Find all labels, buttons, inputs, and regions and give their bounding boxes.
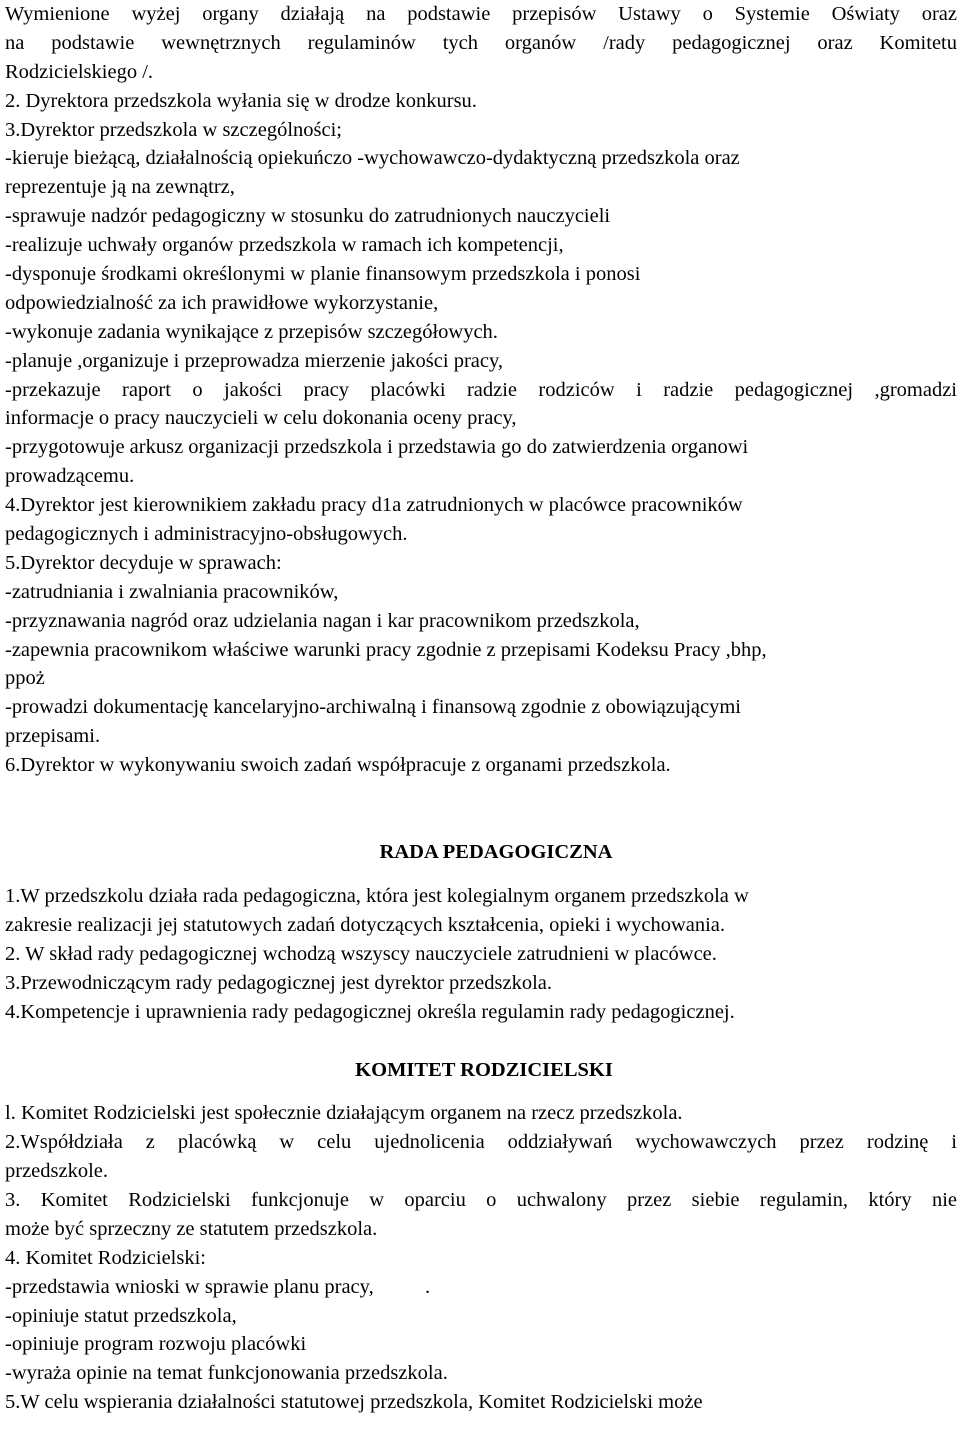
text-line: odpowiedzialność za ich prawidłowe wykorzystanie, [5,291,439,314]
document-page [5,0,957,1417]
text-line: przepisami. [5,725,101,748]
text-line: -opiniuje program rozwoju placówki [5,1333,307,1356]
text-line: ppoż [5,667,45,690]
text-line: 4.Dyrektor jest kierownikiem zakładu pracy d1a zatrudnionych w placówce pracowników [5,494,743,517]
text-line: może być sprzeczny ze statutem przedszkola. [5,1217,378,1240]
text-line: -przekazuje raport o jakości pracy placówki radzie rodziców i radzie pedagogicznej ,gromadzi [5,378,957,401]
text-line: 2.Współdziała z placówką w celu ujednolicenia oddziaływań wychowawczych przez rodzinę i [5,1131,957,1154]
section-organs [5,0,957,780]
text-line: informacje o pracy nauczycieli w celu dokonania oceny pracy, [5,407,517,430]
text-line: Rodzicielskiego /. [5,60,154,83]
text-line: -zapewnia pracownikom właściwe warunki pracy zgodnie z przepisami Kodeksu Pracy ,bhp, [5,638,767,661]
text-line: 5.W celu wspierania działalności statutowej przedszkola, Komitet Rodzicielski może [5,1391,703,1414]
text-line: 2. Dyrektora przedszkola wyłania się w drodze konkursu. [5,89,477,112]
text-line: -zatrudniania i zwalniania pracowników, [5,580,339,603]
text-line: 5.Dyrektor decyduje w sprawach: [5,551,282,574]
text-line: l. Komitet Rodzicielski jest społecznie działającym organem na rzecz przedszkola. [5,1102,683,1125]
text-line: -planuje ,organizuje i przeprowadza mierzenie jakości pracy, [5,349,504,372]
text-line: Wymienione wyżej organy działają na podstawie przepisów Ustawy o Systemie Oświaty oraz [5,3,957,25]
text-line: 6.Dyrektor w wykonywaniu swoich zadań współpracuje z organami przedszkola. [5,754,671,777]
text-line: -wyraża opinie na temat funkcjonowania przedszkola. [5,1362,448,1385]
text-line: 3.Dyrektor przedszkola w szczególności; [5,118,342,141]
text-line: 4. Komitet Rodzicielski: [5,1246,206,1269]
text-line: -przygotowuje arkusz organizacji przedszkola i przedstawia go do zatwierdzenia organowi [5,436,749,459]
text-line: 3.Przewodniczącym rady pedagogicznej jest dyrektor przedszkola. [5,971,553,994]
text-line: -przyznawania nagród oraz udzielania nagan i kar pracownikom przedszkola, [5,609,640,632]
section-heading-komitet: KOMITET RODZICIELSKI [355,1059,613,1082]
section-komitet [5,1099,957,1417]
text-line: 3. Komitet Rodzicielski funkcjonuje w oparciu o uchwalony przez siebie regulamin, który nie [5,1188,957,1211]
text-line: pedagogicznych i administracyjno-obsługowych. [5,523,408,546]
text-line: -dysponuje środkami określonymi w planie finansowym przedszkola i ponosi [5,263,641,286]
section-rada [5,882,957,1026]
text-line: 2. W skład rady pedagogicznej wchodzą wszyscy nauczyciele zatrudnieni w placówce. [5,942,717,965]
text-line: -sprawuje nadzór pedagogiczny w stosunku do zatrudnionych nauczycieli [5,205,611,228]
text-line: -prowadzi dokumentację kancelaryjno-archiwalną i finansową zgodnie z obowiązującymi [5,696,741,719]
text-line: -wykonuje zadania wynikające z przepisów szczegółowych. [5,320,498,343]
text-line: -realizuje uchwały organów przedszkola w ramach ich kompetencji, [5,234,564,257]
section-heading-rada: RADA PEDAGOGICZNA [379,841,613,864]
text-line: przedszkole. [5,1160,109,1183]
text-line: -opiniuje statut przedszkola, [5,1304,237,1327]
text-line: -przedstawia wnioski w sprawie planu pracy, . [5,1275,431,1298]
text-line: prowadzącemu. [5,465,135,488]
text-line: zakresie realizacji jej statutowych zadań dotyczących kształcenia, opieki i wychowania. [5,913,726,936]
text-line: 1.W przedszkolu działa rada pedagogiczna, która jest kolegialnym organem przedszkola w [5,884,749,907]
text-line: 4.Kompetencje i uprawnienia rady pedagogicznej określa regulamin rady pedagogicznej. [5,1000,735,1023]
text-line: na podstawie wewnętrznych regulaminów tych organów /rady pedagogicznej oraz Komitetu [5,31,957,54]
text-line: -kieruje bieżącą, działalnością opiekuńczo -wychowawczo-dydaktyczną przedszkola oraz [5,147,740,170]
text-line: reprezentuje ją na zewnątrz, [5,176,235,199]
